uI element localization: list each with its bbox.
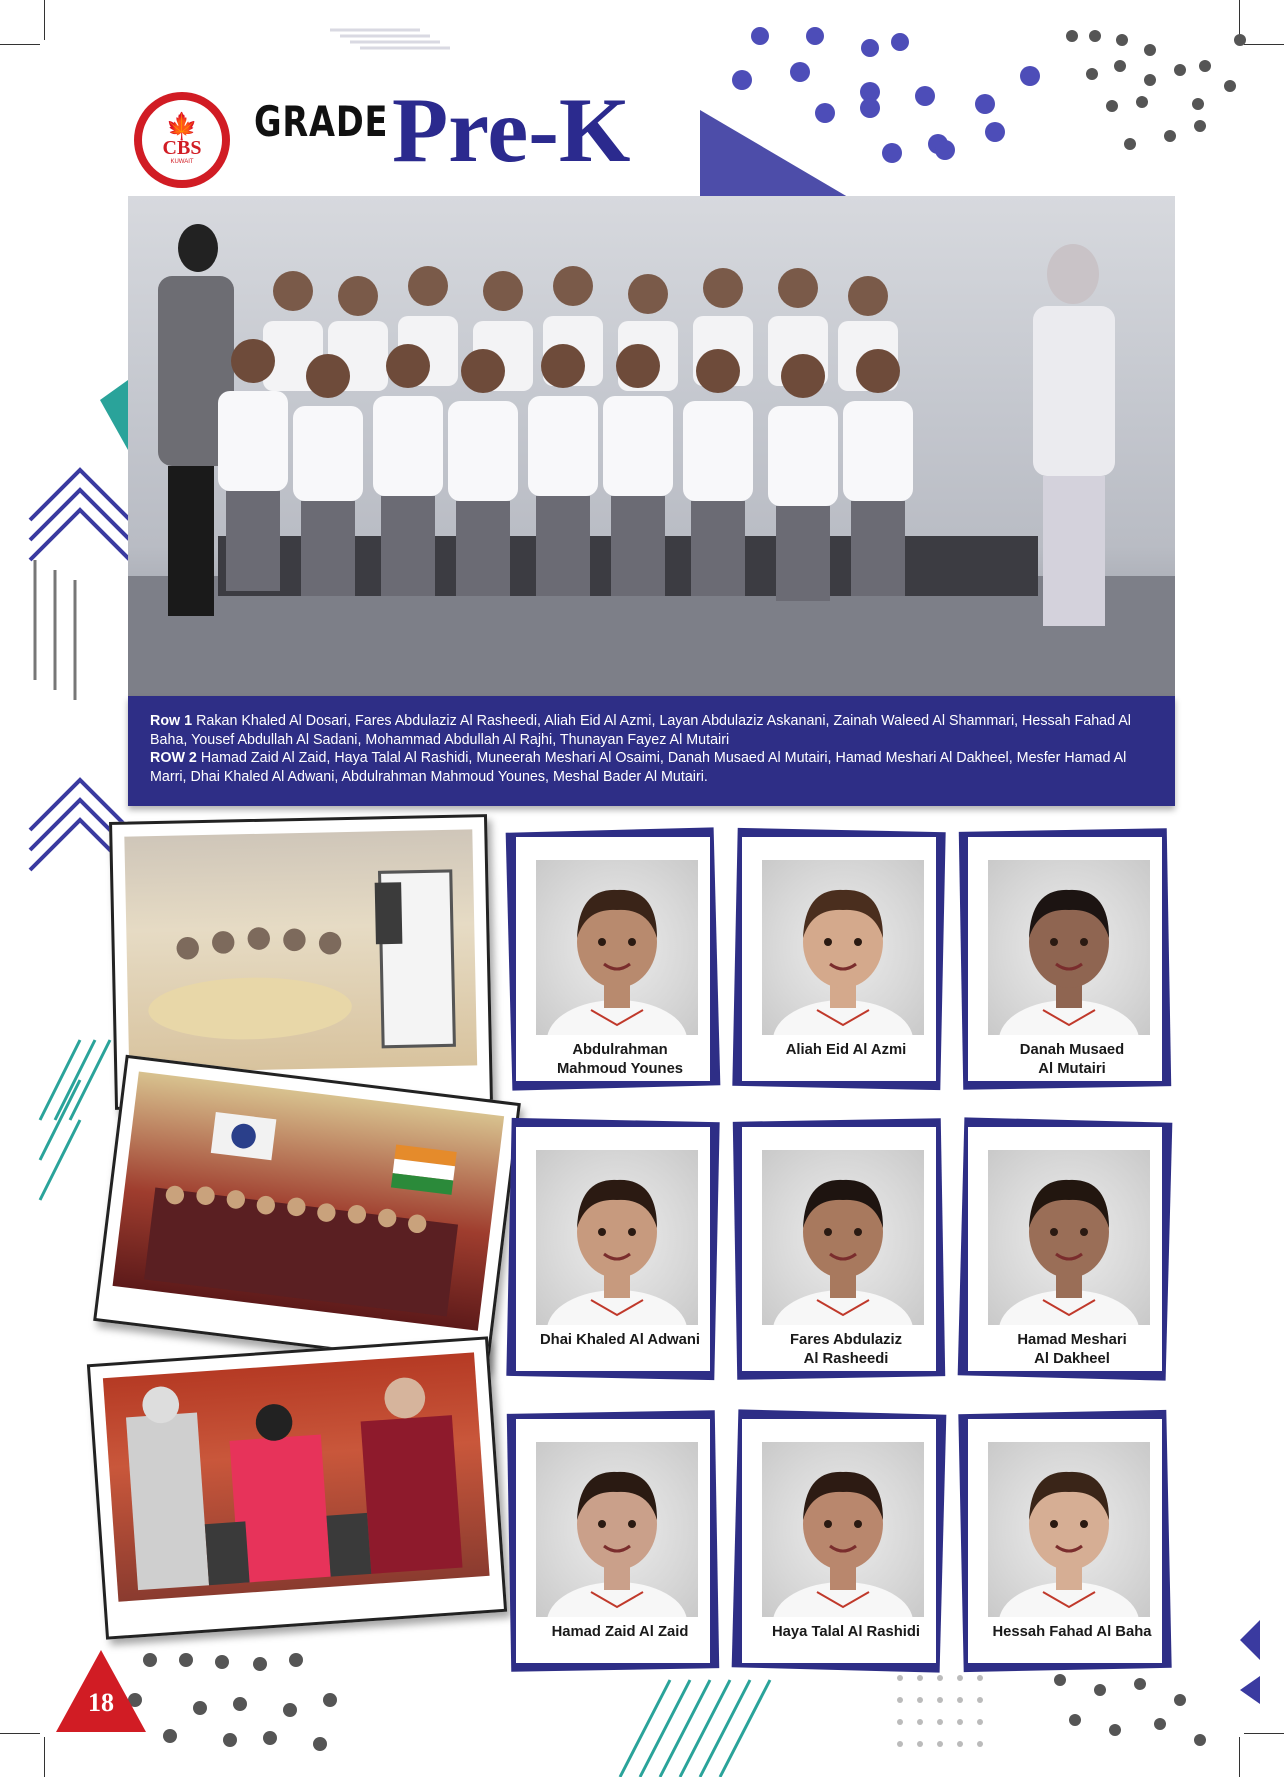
student-portrait-card	[509, 1120, 717, 1378]
student-name-line2: Al Dakheel	[1034, 1351, 1110, 1367]
student-photo	[762, 1442, 924, 1617]
student-photo	[762, 1150, 924, 1325]
row1-label: Row 1	[150, 713, 193, 729]
portrait-card-face	[968, 1419, 1162, 1663]
student-name	[524, 1041, 716, 1079]
student-name-line1: Fares Abdulaziz	[789, 1332, 903, 1348]
student-name-line1: Abdulrahman	[572, 1042, 668, 1058]
student-portrait-card	[735, 1120, 943, 1378]
portrait-card-face	[742, 1127, 936, 1371]
classroom-image	[124, 829, 477, 1072]
portrait-card-face	[742, 1419, 936, 1663]
row2-names: Hamad Zaid Al Zaid, Haya Talal Al Rashidi, Muneerah Meshari Al Osaimi, Danah Musaed Al Mutairi, Hamad Meshari Al Dakheel, Mesfer Hamad Al Marri, Dhai Khaled Al Adwani, Abdulrahman Mahmoud Younes, Meshal Bader Al Mutairi.	[150, 750, 1127, 785]
student-name-line1: Hessah Fahad Al Baha	[992, 1624, 1152, 1640]
portrait-card-face	[516, 837, 710, 1081]
student-name-line2: Mahmoud Younes	[556, 1061, 684, 1077]
student-name	[976, 1623, 1168, 1642]
portrait-card-face	[742, 837, 936, 1081]
student-portrait-card	[509, 1412, 717, 1670]
student-name-line1: Hamad Meshari	[1017, 1332, 1127, 1348]
student-photo	[536, 860, 698, 1035]
student-photo	[536, 1150, 698, 1325]
class-group-photo	[128, 196, 1175, 696]
student-photo	[988, 1150, 1150, 1325]
logo-subtext: KUWAIT	[170, 159, 194, 165]
student-name	[976, 1041, 1168, 1079]
group-photo-illustration	[128, 196, 1175, 696]
page-title: Pre-K	[392, 79, 631, 181]
student-name-line1: Hamad Zaid Al Zaid	[551, 1624, 689, 1640]
student-name	[524, 1623, 716, 1642]
student-name	[750, 1623, 942, 1642]
portrait-card-face	[516, 1127, 710, 1371]
celebration-image	[113, 1071, 505, 1330]
portrait-card-face	[968, 837, 1162, 1081]
student-photo	[762, 860, 924, 1035]
student-name-line2: Al Rasheedi	[803, 1351, 889, 1367]
student-name-line1: Danah Musaed	[1019, 1042, 1125, 1058]
student-photo	[988, 1442, 1150, 1617]
student-portrait-card	[509, 830, 717, 1088]
page-number: 18	[88, 1688, 114, 1717]
award-image	[103, 1352, 490, 1601]
row1-names: Rakan Khaled Al Dosari, Fares Abdulaziz Al Rasheedi, Aliah Eid Al Azmi, Layan Abdulaziz Askanani, Zainah Waleed Al Shammari, Hessah Fahad Al Baha, Yousef Abdullah Al Sadani, Mohammad Abdullah Al Rajhi, Thunayan Fayez Al Mutairi	[150, 713, 1131, 748]
student-name	[750, 1331, 942, 1369]
student-name	[750, 1041, 942, 1060]
student-portrait-card	[961, 1412, 1169, 1670]
group-photo-caption	[128, 696, 1175, 806]
portrait-card-face	[968, 1127, 1162, 1371]
student-name-line1: Aliah Eid Al Azmi	[785, 1042, 907, 1058]
portrait-card-face	[516, 1419, 710, 1663]
maple-leaf-icon: 🍁	[165, 111, 199, 141]
student-portrait-card	[961, 1120, 1169, 1378]
grade-label: GRADE	[254, 97, 389, 146]
logo-text: CBS	[162, 137, 202, 159]
student-portrait-card	[735, 1412, 943, 1670]
student-photo	[988, 860, 1150, 1035]
student-portrait-card	[961, 830, 1169, 1088]
row2-label: ROW 2	[150, 750, 197, 766]
award-snapshot	[87, 1336, 507, 1639]
student-name-line1: Dhai Khaled Al Adwani	[539, 1332, 701, 1348]
celebration-snapshot	[93, 1055, 521, 1370]
student-photo	[536, 1442, 698, 1617]
school-logo	[134, 92, 230, 188]
student-name	[976, 1331, 1168, 1369]
student-portrait-card	[735, 830, 943, 1088]
student-name-line1: Haya Talal Al Rashidi	[771, 1624, 921, 1640]
student-name-line2: Al Mutairi	[1038, 1061, 1106, 1077]
student-name	[524, 1331, 716, 1350]
